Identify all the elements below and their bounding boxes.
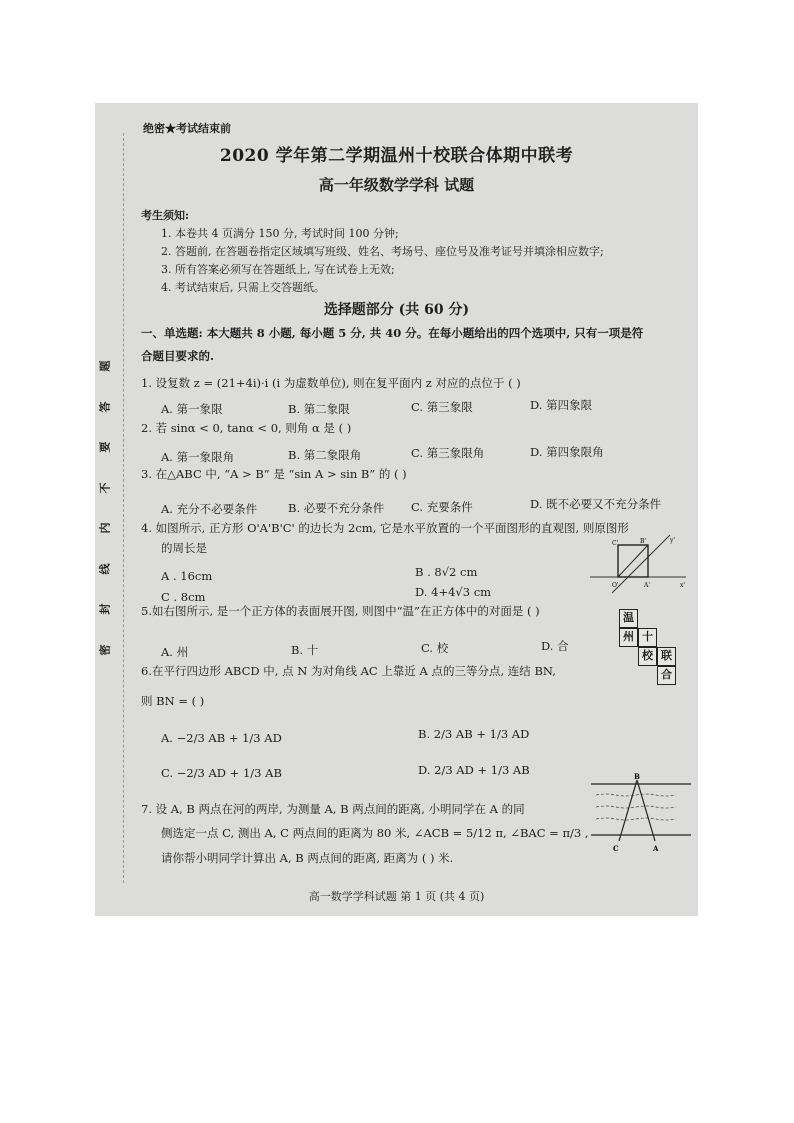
fig-label: C' [612, 540, 619, 547]
notice-item: 1. 本卷共 4 页满分 150 分, 考试时间 100 分钟; [161, 227, 399, 240]
net-cell: 联 [657, 647, 676, 666]
net-cell: 州 [619, 628, 638, 647]
fig-label: A' [644, 582, 650, 589]
spine-char: 内 [98, 522, 111, 534]
notice-heading: 考生须知: [141, 209, 190, 222]
question-1: 1. 设复数 z = (21+4i)·i (i 为虚数单位), 则在复平面内 z 对应的点位于 ( ) [141, 376, 521, 390]
exam-paper [95, 103, 698, 916]
notice-item: 2. 答题前, 在答题卷指定区域填写班级、姓名、考场号、座位号及准考证号并填涂相应数字; [161, 245, 604, 258]
spine-char: 要 [98, 441, 111, 453]
q3-option-b: B. 必要不充分条件 [288, 501, 385, 515]
q5-option-d: D. 合 [541, 639, 569, 653]
q4-option-a: A . 16cm [161, 569, 213, 583]
section-intro: 一、单选题: 本大题共 8 小题, 每小题 5 分, 共 40 分。在每小题给出的四个选项中, 只有一项是符 [141, 326, 644, 340]
q2-option-b: B. 第二象限角 [288, 448, 362, 462]
question-4: 4. 如图所示, 正方形 O'A'B'C' 的边长为 2cm, 它是水平放置的一个平面图形的直观图, 则原图形 [141, 521, 629, 535]
q1-option-d: D. 第四象限 [530, 398, 593, 412]
q3-option-c: C. 充要条件 [411, 500, 473, 514]
section-title: 选择题部分 (共 60 分) [323, 302, 470, 318]
confidential-label: 绝密★考试结束前 [143, 122, 231, 135]
question-2: 2. 若 sinα < 0, tanα < 0, 则角 α 是 ( ) [141, 421, 352, 435]
spine-char: 密 [98, 644, 111, 656]
q3-option-a: A. 充分不必要条件 [161, 502, 258, 516]
spine-char: 答 [98, 401, 111, 413]
fig-label: C [613, 844, 619, 853]
question-6: 6.在平行四边形 ABCD 中, 点 N 为对角线 AC 上靠近 A 点的三等分点, 连结 BN, [141, 664, 556, 678]
question-3: 3. 在△ABC 中, “A > B” 是 “sin A > sin B” 的 ( ) [141, 467, 407, 481]
question-7: 7. 设 A, B 两点在河的两岸, 为测量 A, B 两点间的距离, 小明同学在 A 的同 [141, 802, 525, 816]
binding-margin-text [95, 358, 113, 658]
section-intro: 合题目要求的. [141, 349, 215, 363]
q1-option-c: C. 第三象限 [411, 400, 473, 414]
q4-option-b: B . 8√2 cm [415, 565, 478, 579]
exam-subtitle: 高一年级数学学科 试题 [318, 176, 475, 194]
net-cell: 温 [619, 609, 638, 628]
fig-label: B [634, 772, 640, 781]
q5-option-c: C. 校 [421, 641, 449, 655]
fig-label: x' [680, 582, 686, 589]
notice-item: 3. 所有答案必须写在答题纸上, 写在试卷上无效; [161, 263, 395, 276]
q6-option-b: B. 2/3 AB + 1/3 AD [418, 727, 530, 741]
question-6-cont: 则 BN = ( ) [141, 694, 205, 708]
q4-option-c: C . 8cm [161, 590, 206, 604]
question-5: 5.如右图所示, 是一个正方体的表面展开图, 则图中“温”在正方体中的对面是 ( ) [141, 604, 540, 618]
question-7-cont: 侧选定一点 C, 测出 A, C 两点间的距离为 80 米, ∠ACB = 5/12 π, ∠BAC = π/3 , [161, 826, 589, 840]
spine-char: 不 [98, 482, 111, 494]
q5-option-b: B. 十 [291, 643, 319, 657]
spine-char: 线 [98, 563, 111, 575]
q2-option-c: C. 第三象限角 [411, 446, 485, 460]
page-footer: 高一数学学科试题 第 1 页 (共 4 页) [308, 890, 485, 903]
net-cell: 十 [638, 628, 657, 647]
question-4-cont: 的周长是 [161, 541, 207, 555]
q4-oblique-diagram [590, 533, 690, 601]
net-cell: 校 [638, 647, 657, 666]
q3-option-d: D. 既不必要又不充分条件 [530, 497, 662, 511]
q1-option-b: B. 第二象限 [288, 402, 350, 416]
q5-option-a: A. 州 [161, 645, 189, 659]
spine-char: 封 [98, 603, 111, 615]
net-cell: 合 [657, 666, 676, 685]
fig-label: A [653, 844, 659, 853]
q6-option-c: C. −2/3 AD + 1/3 AB [161, 766, 282, 780]
q2-option-d: D. 第四象限角 [530, 445, 604, 459]
fig-label: O' [612, 582, 619, 589]
notice-item: 4. 考试结束后, 只需上交答题纸。 [161, 281, 325, 294]
fig-label: y' [670, 537, 676, 544]
question-7-cont: 请你帮小明同学计算出 A, B 两点间的距离, 距离为 ( ) 米. [161, 851, 454, 865]
q4-option-d: D. 4+4√3 cm [415, 585, 492, 599]
q7-river-diagram [591, 771, 695, 853]
q2-option-a: A. 第一象限角 [161, 450, 235, 464]
q6-option-a: A. −2/3 AB + 1/3 AD [161, 731, 282, 745]
q1-option-a: A. 第一象限 [161, 402, 223, 416]
q6-option-d: D. 2/3 AD + 1/3 AB [418, 763, 530, 777]
binding-line [123, 133, 124, 883]
fig-label: B' [640, 538, 647, 545]
exam-title: 2020 学年第二学期温州十校联合体期中联考 [219, 146, 574, 166]
spine-char: 题 [98, 360, 111, 372]
